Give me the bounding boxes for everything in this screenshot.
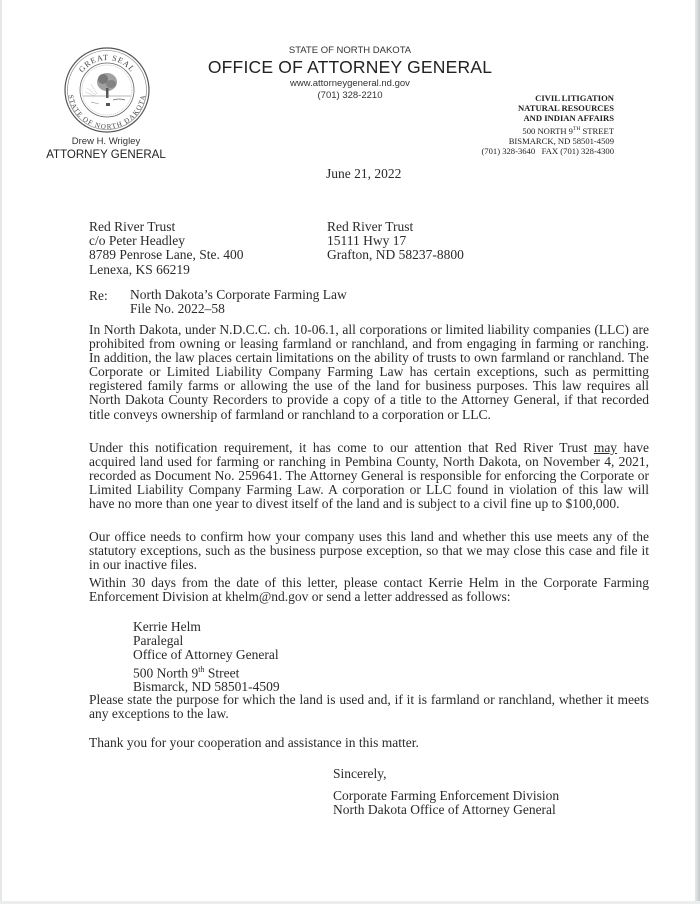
closing: Sincerely, (333, 766, 387, 781)
letterhead-state: STATE OF NORTH DAKOTA (288, 45, 412, 56)
signature-block (333, 789, 559, 817)
body-paragraph-2-start: Under this notification requirement, it has come to our attention that Red River Trust (89, 440, 594, 455)
recipient-1-line: 8789 Penrose Lane, Ste. 400 (89, 247, 244, 263)
re-label: Re: (89, 288, 108, 303)
recipient-2-line: Grafton, ND 58237-8800 (327, 247, 464, 263)
re-file-number: File No. 2022–58 (130, 301, 225, 317)
body-paragraph-5: Please state the purpose for which the land is used and, if it is farmland or ranchland, whether it meets any exceptions to the law. (89, 692, 649, 722)
letterhead-office: OFFICE OF ATTORNEY GENERAL (207, 57, 493, 77)
mail-to-office: Office of Attorney General (133, 647, 279, 663)
body-paragraph-2 (89, 441, 649, 511)
re-subject: North Dakota’s Corporate Farming Law (130, 287, 347, 302)
signature-line-2: North Dakota Office of Attorney General (333, 802, 556, 818)
recipient-1-line: c/o Peter Headley (89, 233, 185, 249)
division-phone-fax: (701) 328-3640 FAX (701) 328-4300 (481, 145, 614, 156)
signature-line-1: Corporate Farming Enforcement Division (333, 788, 560, 803)
division-street-name: STREET (580, 125, 614, 136)
letterhead-website: www.attorneygeneral.nd.gov (290, 78, 410, 89)
mail-to-city: Bismarck, ND 58501-4509 (133, 679, 280, 695)
scan-edge-left (0, 0, 2, 904)
mailing-address-block (133, 620, 280, 695)
svg-text:STATE OF NORTH DAKOTA: STATE OF NORTH DAKOTA (66, 94, 148, 131)
recipient-address-1 (89, 220, 243, 277)
recipient-2-line: 15111 Hwy 17 (327, 233, 407, 249)
recipient-1-line: Red River Trust (89, 219, 176, 234)
division-street-number: 500 NORTH 9 (522, 125, 573, 136)
recipient-1-line: Lenexa, KS 66219 (89, 261, 190, 277)
mail-to-name: Kerrie Helm (133, 619, 201, 634)
scan-edge-right (695, 0, 700, 904)
body-paragraph-2-emphasis: may (593, 440, 618, 455)
mail-to-street (133, 663, 280, 681)
letterhead-phone: (701) 328-2210 (317, 90, 383, 101)
body-paragraph-6: Thank you for your cooperation and assistance in this matter. (89, 735, 419, 750)
body-paragraph-1: In North Dakota, under N.D.C.C. ch. 10-06.1, all corporations or limited liability companies (LLC) are prohibited from owning or leasing farmland or ranchland, and from engaging in farming or ranching. In addition, the law places certain limitations on the ability of trusts to own farmland or ranchland. The Corporate or Limited Liability Company Farming Law has certain exceptions, such as permitting registered family farms or allowing the use of the land for business purposes. This law requires all North Dakota County Recorders to provide a copy of a title to the Attorney General, if that recorded title conveys ownership of farmland or ranchland to a corporation or LLC. (89, 322, 649, 422)
mail-to-street-name: Street (204, 665, 240, 681)
body-paragraph-3: Our office needs to confirm how your company uses this land and whether this use meets any of the statutory exceptions, such as the business purpose exception, so that we may close this case and file it in our inactive files. (89, 529, 649, 573)
division-city: BISMARCK, ND 58501-4509 (508, 135, 614, 146)
mail-to-street-number: 500 North 9 (133, 665, 199, 681)
division-street-ordinal: TH (572, 125, 581, 132)
attorney-general-title: ATTORNEY GENERAL (46, 149, 166, 161)
body-paragraph-4: Within 30 days from the date of this letter, please contact Kerrie Helm in the Corporate Farming Enforcement Division at khelm@nd.gov or send a letter addressed as follows: (89, 575, 649, 605)
mail-to-street-ordinal: th (198, 664, 205, 674)
division-line-2: NATURAL RESOURCES (517, 103, 614, 114)
mail-to-title: Paralegal (133, 633, 184, 649)
letter-date: June 21, 2022 (326, 166, 402, 181)
division-address-block (481, 93, 614, 156)
svg-text:GREAT SEAL: GREAT SEAL (76, 52, 138, 75)
recipient-address-2 (327, 220, 464, 263)
great-seal-of-north-dakota-icon (63, 46, 151, 134)
recipient-2-line: Red River Trust (327, 219, 414, 234)
division-line-3: AND INDIAN AFFAIRS (523, 113, 614, 124)
attorney-general-name: Drew H. Wrigley (71, 136, 141, 147)
division-street (481, 124, 614, 136)
body-paragraph-2-end: have acquired land used for farming or ranching in Pembina County, North Dakota, on November 4, 2021, recorded as Document No. 259641. The Attorney General is responsible for enforcing the Corporate or Limited Liability Company Farming Law. A corporation or LLC found in violation of this law will have no more than one year to divest itself of the land and is subject to a civil fine up to $100,000. (89, 440, 650, 512)
division-line-1: CIVIL LITIGATION (535, 93, 614, 103)
re-subject-block (130, 288, 347, 316)
